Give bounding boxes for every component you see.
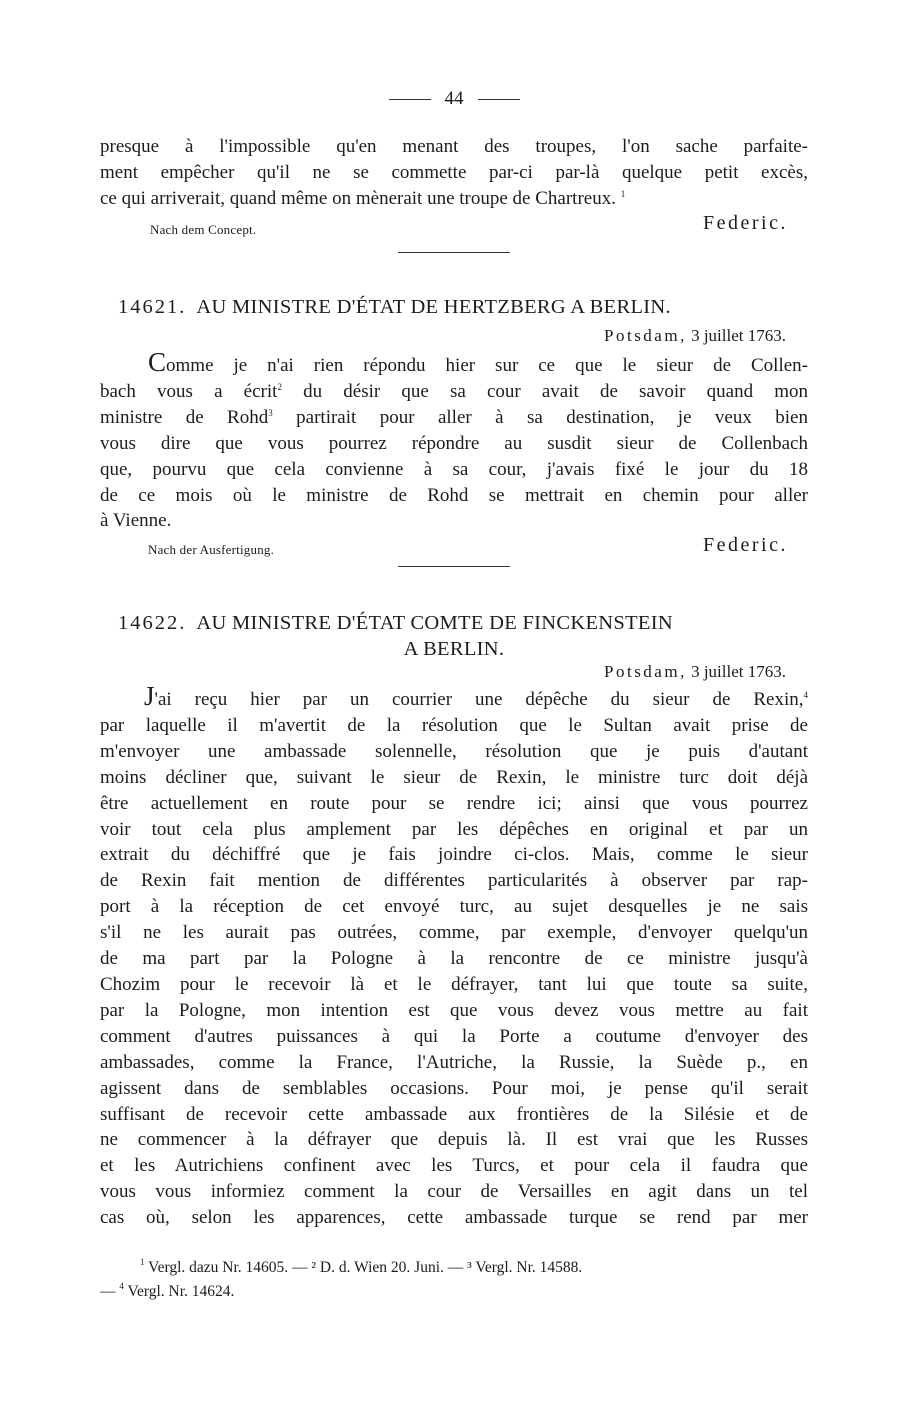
letter-title: AU MINISTRE D'ÉTAT DE HERTZBERG A BERLIN. bbox=[196, 296, 671, 318]
footnote-ref: 2 bbox=[277, 381, 282, 392]
paragraph-line: et les Autrichiens confinent avec les Turcs, et pour cela il faudra que bbox=[100, 1155, 808, 1177]
letter-dateline bbox=[604, 326, 786, 346]
page-number-text: 44 bbox=[444, 88, 464, 109]
paragraph-line: J'ai reçu hier par un courrier une dépêche du sieur de Rexin,$^4$ bbox=[144, 681, 808, 711]
paragraph-line: ce qui arriverait, quand même on mènerait une troupe de Chartreux. $^1$ bbox=[100, 187, 626, 209]
paragraph-line: de ce mois où le ministre de Rohd se mettrait en chemin pour aller bbox=[100, 484, 808, 506]
paragraph-line: presque à l'impossible qu'en menant des troupes, l'on sache parfaite- bbox=[100, 136, 808, 157]
footnote-text: Vergl. Nr. 14624. bbox=[127, 1283, 235, 1300]
footnote-mark: 1 bbox=[140, 1257, 145, 1267]
letter-number: 14621. bbox=[118, 296, 187, 318]
letter-heading bbox=[118, 612, 808, 635]
letter-title: AU MINISTRE D'ÉTAT COMTE DE FINCKENSTEIN bbox=[196, 612, 673, 634]
paragraph-line: suffisant de recevoir cette ambassade aux frontières de la Silésie et de bbox=[100, 1103, 808, 1125]
paragraph-line: ne commencer à la défrayer que depuis là. Il est vrai que les Russes bbox=[100, 1129, 808, 1151]
dateline-date: 3 juillet 1763. bbox=[691, 326, 786, 345]
paragraph-line: s'il ne les aurait pas outrées, comme, par exemple, d'envoyer quelqu'un bbox=[100, 922, 808, 944]
paragraph-line: par la Pologne, mon intention est que vous devez vous mettre au fait bbox=[100, 999, 808, 1021]
paragraph-line: bach vous a écrit$^2$ du désir que sa cour avait de savoir quand mon bbox=[100, 380, 809, 402]
section-divider bbox=[398, 252, 510, 253]
paragraph-line: que, pourvu que cela convienne à sa cour, j'avais fixé le jour du 18 bbox=[100, 458, 808, 480]
paragraph-line: comment d'autres puissances à qui la Porte a coutume d'envoyer des bbox=[100, 1025, 808, 1047]
initial-letter: C bbox=[148, 347, 167, 377]
paragraph-line: de ma part par la Pologne à la rencontre de ce ministre jusqu'à bbox=[100, 948, 808, 970]
footnote-line: — $^4$ Vergl. Nr. 14624. bbox=[100, 1281, 235, 1300]
paragraph-line: agissent dans de semblables occasions. Pour moi, je pense qu'il serait bbox=[100, 1077, 808, 1099]
page-number-dash-right bbox=[478, 99, 520, 100]
paragraph-line: voir tout cela plus amplement par les dépêches en original et par un bbox=[100, 818, 808, 840]
paragraph-line: Chozim pour le recevoir là et le défrayer, tant lui que toute sa suite, bbox=[100, 973, 808, 995]
continuation-paragraph bbox=[100, 134, 808, 212]
footnote-ref: 4 bbox=[803, 690, 808, 700]
source-note: Nach dem Concept. bbox=[150, 222, 257, 237]
page-number bbox=[100, 88, 808, 110]
page-number-dash-left bbox=[389, 99, 431, 100]
paragraph-line: Comme je n'ai rien répondu hier sur ce que le sieur de Collen- bbox=[148, 347, 808, 377]
letter-number: 14622. bbox=[118, 612, 187, 634]
paragraph-line: être actuellement en route pour se rendre ici; ainsi que vous pourrez bbox=[100, 792, 808, 814]
footnote-mark: 4 bbox=[119, 1281, 124, 1291]
dateline-date: 3 juillet 1763. bbox=[691, 662, 786, 681]
letter-dateline bbox=[604, 662, 786, 682]
footnote-line bbox=[100, 1256, 808, 1280]
signature: Federic. bbox=[703, 212, 788, 234]
dateline-place: Potsdam, bbox=[604, 662, 687, 681]
paragraph-line: port à la réception de cet envoyé turc, au sujet desquelles je ne sais bbox=[100, 896, 808, 918]
paragraph-line: vous dire que vous pourrez répondre au susdit sieur de Collenbach bbox=[100, 432, 808, 454]
footnotes bbox=[100, 1256, 808, 1304]
paragraph-line: à Vienne. bbox=[100, 510, 172, 532]
paragraph-line: de Rexin fait mention de différentes particularités à observer par rap- bbox=[100, 870, 808, 892]
letter-body bbox=[100, 681, 808, 1231]
source-note: Nach der Ausfertigung. bbox=[148, 542, 275, 557]
letter-body bbox=[100, 347, 809, 534]
letter-title-continued: A BERLIN. bbox=[403, 638, 505, 660]
paragraph-line: moins décliner que, suivant le sieur de Rexin, le ministre turc doit déjà bbox=[100, 766, 808, 788]
paragraph-line: ambassades, comme la France, l'Autriche, la Russie, la Suède p., en bbox=[100, 1051, 808, 1073]
paragraph-line: ministre de Rohd$^3$ partirait pour aller à sa destination, je veux bien bbox=[100, 406, 808, 428]
footnote-ref: 3 bbox=[268, 407, 273, 418]
paragraph-line: ment empêcher qu'il ne se commette par-ci par-là quelque petit excès, bbox=[100, 161, 808, 183]
paragraph-line: par laquelle il m'avertit de la résolution que le Sultan avait prise de bbox=[100, 714, 808, 736]
letter-heading bbox=[118, 296, 808, 319]
initial-letter: J bbox=[144, 681, 155, 711]
dateline-place: Potsdam, bbox=[604, 326, 687, 345]
paragraph-line: m'envoyer une ambassade solennelle, résolution que je puis d'autant bbox=[100, 740, 808, 762]
footnote-ref: 1 bbox=[620, 188, 626, 199]
paragraph-line: extrait du déchiffré que je fais joindre ci-clos. Mais, comme le sieur bbox=[100, 844, 808, 866]
paragraph-line: vous vous informiez comment la cour de Versailles en agit dans un tel bbox=[100, 1181, 808, 1203]
signature: Federic. bbox=[703, 534, 788, 556]
section-divider bbox=[398, 566, 510, 567]
paragraph-line: cas où, selon les apparences, cette ambassade turque se rend par mer bbox=[100, 1207, 808, 1229]
footnote-text: Vergl. dazu Nr. 14605. — ² D. d. Wien 20. Juni. — ³ Vergl. Nr. 14588. bbox=[148, 1259, 583, 1276]
